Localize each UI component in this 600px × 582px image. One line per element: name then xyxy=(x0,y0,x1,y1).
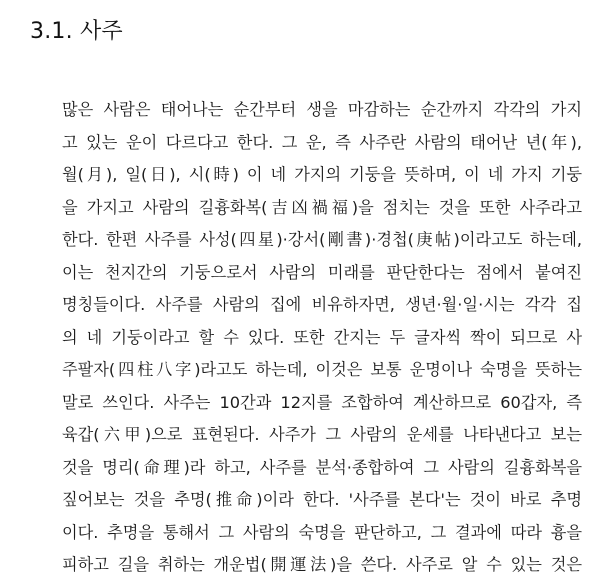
paragraph-line: 많은 사람은 태어나는 순간부터 생을 마감하는 순간까지 각각의 가지 xyxy=(62,100,582,119)
paragraph-line: 짚어보는 것을 추명(推命)이라 한다. '사주를 본다'는 것이 바로 추명 xyxy=(62,490,582,509)
paragraph-line: 주팔자(四柱八字)라고도 하는데, 이것은 보통 운명이나 숙명을 뜻하는 xyxy=(62,360,582,379)
paragraph-line: 의 네 기둥이라고 할 수 있다. 또한 간지는 두 글자씩 짝이 되므로 사 xyxy=(62,327,582,347)
body-paragraph xyxy=(62,94,582,582)
paragraph-line: 한다. 한편 사주를 사성(四星)·강서(剛書)·경첩(庚帖)이라고도 하는데, xyxy=(62,230,582,249)
paragraph-line: 고 있는 운이 다르다고 한다. 그 운, 즉 사주란 사람의 태어난 년(年), xyxy=(62,132,582,152)
paragraph-line: 육갑(六甲)으로 표현된다. 사주가 그 사람의 운세를 나타낸다고 보는 xyxy=(62,425,582,444)
paragraph-line: 을 가지고 사람의 길흉화복(吉凶禍福)을 점치는 것을 또한 사주라고 xyxy=(62,197,582,217)
paragraph-line: 명칭들이다. 사주를 사람의 집에 비유하자면, 생년·월·일·시는 각각 집 xyxy=(62,295,582,314)
section-heading: 3.1. 사주 xyxy=(30,19,123,44)
paragraph-line: 이는 천지간의 기둥으로서 사람의 미래를 판단한다는 점에서 붙여진 xyxy=(62,262,582,282)
paragraph-line: 것을 명리(命理)라 하고, 사주를 분석·종합하여 그 사람의 길흉화복을 xyxy=(62,457,582,477)
paragraph-line: 이다. 추명을 통해서 그 사람의 숙명을 판단하고, 그 결과에 따라 흉을 xyxy=(62,522,582,542)
paragraph-line: 말로 쓰인다. 사주는 10간과 12지를 조합하여 계산하므로 60갑자, 즉 xyxy=(62,392,582,412)
paragraph-line: 피하고 길을 취하는 개운법(開運法)을 쓴다. 사주로 알 수 있는 것은 xyxy=(62,555,582,574)
paragraph-line: 월(月), 일(日), 시(時) 이 네 가지의 기둥을 뜻하며, 이 네 가지 기둥 xyxy=(62,165,582,184)
